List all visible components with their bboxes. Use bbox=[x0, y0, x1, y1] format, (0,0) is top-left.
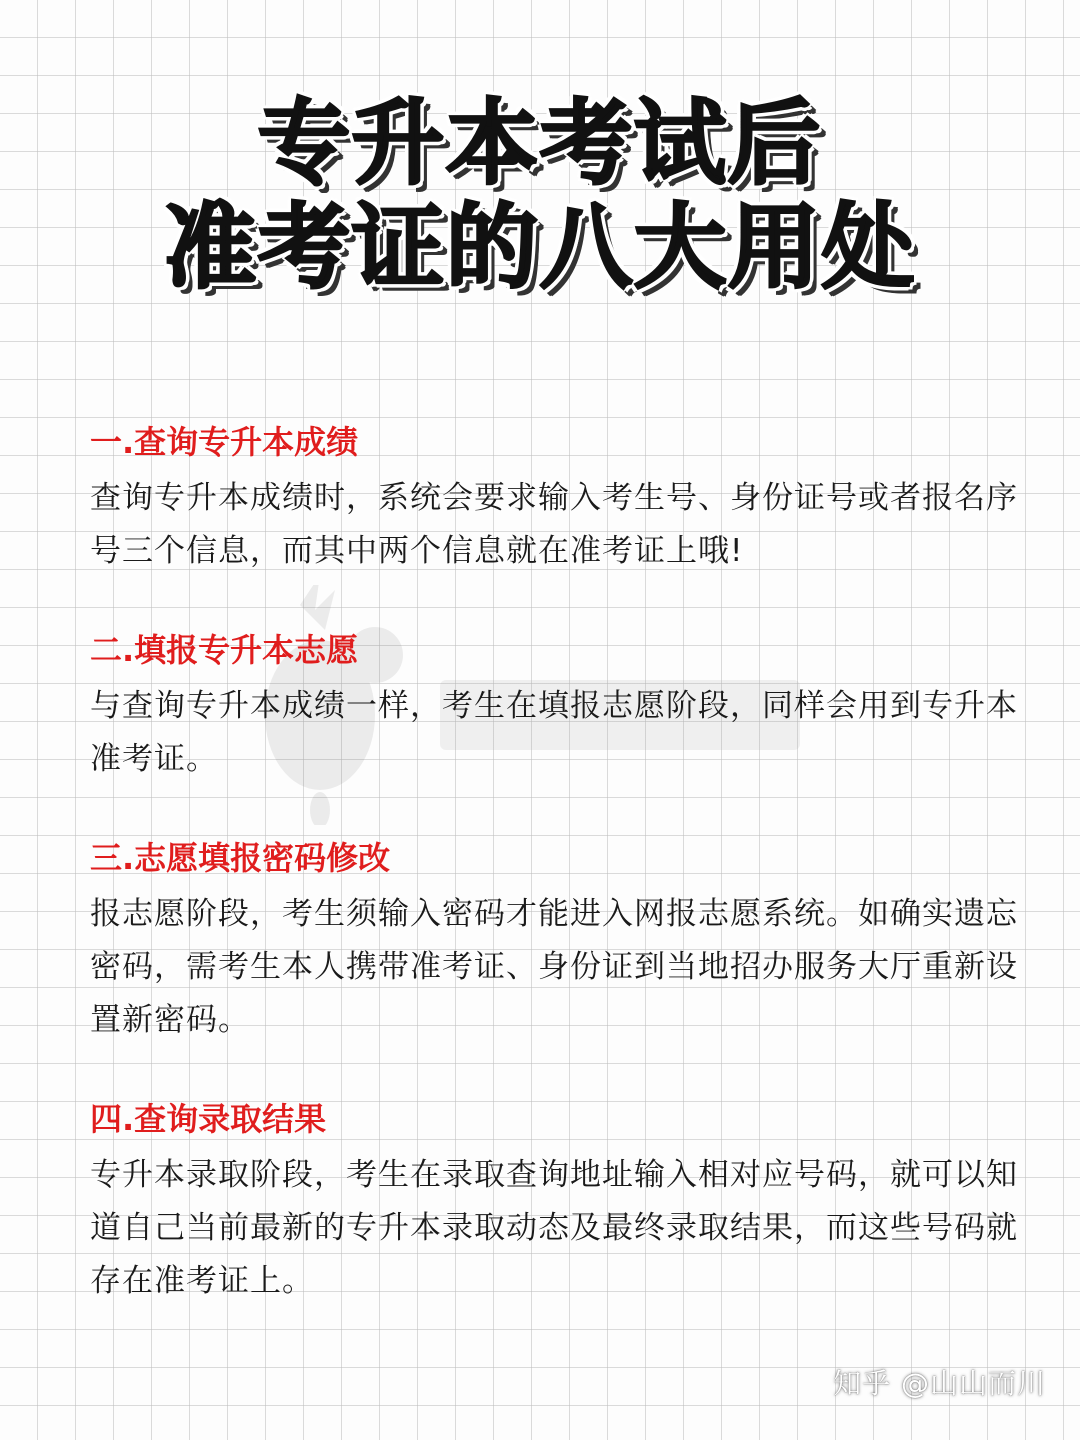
title-line-1: 专升本考试后 bbox=[257, 90, 822, 197]
section-3 bbox=[90, 834, 1020, 1047]
page-title bbox=[0, 92, 1080, 300]
author-credit: 知乎 @山山而川 bbox=[833, 1367, 1046, 1400]
section-4 bbox=[90, 1095, 1020, 1308]
section-body: 查询专升本成绩时，系统会要求输入考生号、身份证号或者报名序号三个信息，而其中两个信息就在准考证上哦! bbox=[90, 480, 1018, 569]
section-heading: 三.志愿填报密码修改 bbox=[90, 839, 391, 877]
section-heading: 四.查询录取结果 bbox=[90, 1100, 327, 1138]
section-body: 报志愿阶段，考生须输入密码才能进入网报志愿系统。如确实遗忘密码，需考生本人携带准考证、身份证到当地招办服务大厅重新设置新密码。 bbox=[90, 896, 1018, 1038]
section-body: 与查询专升本成绩一样，考生在填报志愿阶段，同样会用到专升本准考证。 bbox=[90, 688, 1018, 777]
section-2 bbox=[90, 626, 1020, 786]
title-line-2: 准考证的八大用处 bbox=[163, 194, 916, 301]
section-1 bbox=[90, 418, 1020, 578]
sections-list bbox=[90, 418, 1020, 1308]
section-heading: 二.填报专升本志愿 bbox=[90, 631, 359, 669]
section-body: 专升本录取阶段，考生在录取查询地址输入相对应号码，就可以知道自己当前最新的专升本录取动态及最终录取结果，而这些号码就存在准考证上。 bbox=[90, 1157, 1018, 1299]
section-heading: 一.查询专升本成绩 bbox=[90, 423, 359, 461]
